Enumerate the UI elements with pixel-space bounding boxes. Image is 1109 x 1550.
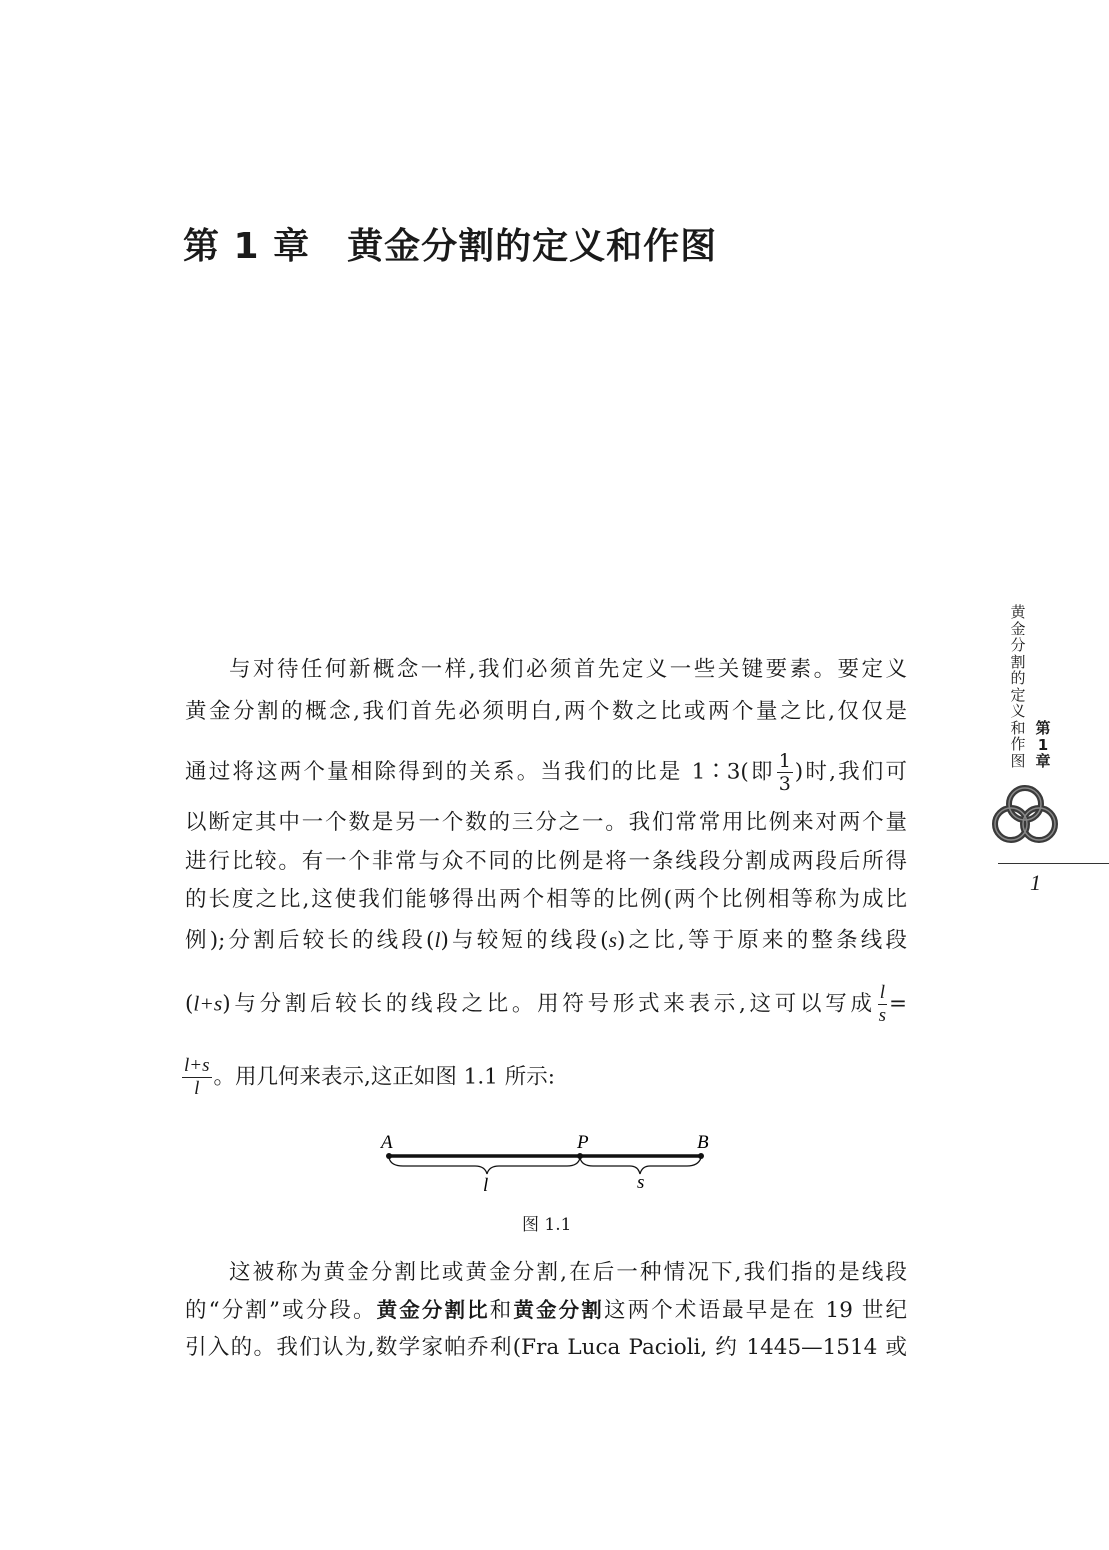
running-title: 黄金分割的定义和作图 <box>1010 603 1026 770</box>
text-line: 进行比较。有一个非常与众不同的比例是将一条线段分割成两段后所得 <box>185 849 907 874</box>
text: ( <box>185 991 194 1017</box>
text-line <box>185 1295 907 1326</box>
text: )与较短的线段( <box>440 928 609 953</box>
equals: = <box>888 991 907 1017</box>
label-s: s <box>637 1172 645 1193</box>
denominator: 3 <box>778 773 791 795</box>
text: )与分割后较长的线段之比。用符号形式来表示,这可以写成 <box>222 991 876 1017</box>
text-line <box>185 982 907 1027</box>
text-line <box>185 750 907 795</box>
text: 例);分割后较长的线段( <box>185 928 435 953</box>
math-var: s <box>608 928 617 952</box>
text: 通过将这两个量相除得到的关系。当我们的比是 1∶3(即 <box>185 759 775 785</box>
numerator: l+s <box>184 1055 210 1076</box>
text-line: 黄金分割的概念,我们首先必须明白,两个数之比或两个量之比,仅仅是 <box>185 699 907 724</box>
text-line <box>185 925 907 956</box>
chapter-title: 第 1 章 黄金分割的定义和作图 <box>183 226 718 267</box>
text: 这两个术语最早是在 19 世纪 <box>603 1298 908 1323</box>
denominator: s <box>878 1005 887 1026</box>
numerator: 1 <box>778 750 791 772</box>
page-number: 1 <box>1030 870 1041 895</box>
fraction <box>182 1055 212 1100</box>
text: )之比,等于原来的整条线段 <box>616 928 907 953</box>
bold-term: 黄金分割比 <box>376 1298 490 1322</box>
label-p: P <box>577 1132 589 1153</box>
text: 和 <box>489 1298 514 1323</box>
text-line: 引入的。我们认为,数学家帕乔利(Fra Luca Pacioli, 约 1445—1514 或 <box>185 1335 907 1360</box>
text-line <box>185 1055 907 1100</box>
text: 的“分割”或分段。 <box>185 1298 377 1323</box>
text-line: 这被称为黄金分割比或黄金分割,在后一种情况下,我们指的是线段 <box>229 1260 907 1285</box>
denominator: l <box>194 1078 200 1099</box>
bold-term: 黄金分割 <box>513 1298 604 1322</box>
running-chapter: 第1章 <box>1035 719 1051 770</box>
fraction <box>777 750 793 795</box>
fraction <box>878 982 887 1027</box>
text-line: 的长度之比,这使我们能够得出两个相等的比例(两个比例相等称为成比 <box>185 887 907 912</box>
math-expr: l+s <box>193 991 223 1016</box>
trefoil-knot-icon <box>990 782 1060 846</box>
label-l: l <box>483 1175 489 1196</box>
text: 。用几何来表示,这正如图 1.1 所示: <box>213 1064 555 1090</box>
sidebar-rule <box>998 863 1109 864</box>
text-line: 与对待任何新概念一样,我们必须首先定义一些关键要素。要定义 <box>229 657 907 682</box>
figure-1-1-line-segment <box>375 1128 725 1198</box>
figure-caption: 图 1.1 <box>522 1215 572 1235</box>
text-line: 以断定其中一个数是另一个数的三分之一。我们常常用比例来对两个量 <box>185 810 907 835</box>
math-var: l <box>434 928 441 952</box>
numerator: l <box>879 982 885 1003</box>
label-b: B <box>697 1132 709 1153</box>
text: )时,我们可 <box>794 759 907 785</box>
label-a: A <box>381 1132 393 1153</box>
